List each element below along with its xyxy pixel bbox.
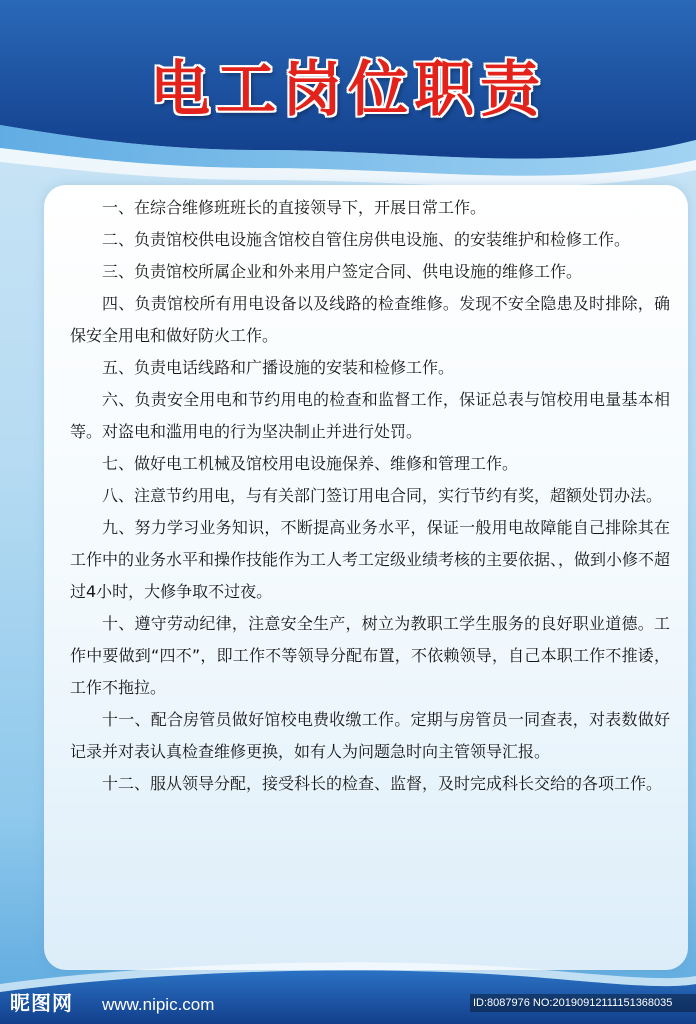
watermark-id: ID:8087976 NO:20190912111151368035 bbox=[470, 994, 696, 1012]
duty-item: 九、努力学习业务知识，不断提高业务水平，保证一般用电故障能自己排除其在工作中的业务水平和操作技能作为工人考工定级业绩考核的主要依据、，做到小修不超过4小时，大修争取不过夜。 bbox=[70, 518, 671, 601]
duty-item: 十二、服从领导分配，接受科长的检查、监督，及时完成科长交给的各项工作。 bbox=[102, 774, 663, 793]
page-title: 电工岗位职责 bbox=[150, 55, 546, 125]
duties-list bbox=[70, 192, 670, 800]
duty-item: 六、负责安全用电和节约用电的检查和监督工作，保证总表与馆校用电量基本相等。对盗电和滥用电的行为坚决制止并进行处罚。 bbox=[70, 390, 670, 441]
duty-item: 八、注意节约用电，与有关部门签订用电合同，实行节约有奖，超额处罚办法。 bbox=[102, 486, 663, 505]
duty-item: 三、负责馆校所属企业和外来用户签定合同、供电设施的维修工作。 bbox=[102, 262, 583, 281]
duty-item: 一、在综合维修班班长的直接领导下，开展日常工作。 bbox=[102, 198, 487, 217]
duty-item: 十、遵守劳动纪律，注意安全生产，树立为教职工学生服务的良好职业道德。工作中要做到“四不”，即工作不等领导分配布置，不依赖领导，自己本职工作不推诿，工作不拖拉。 bbox=[70, 614, 670, 697]
duty-item: 二、负责馆校供电设施含馆校自管住房供电设施、的安装维护和检修工作。 bbox=[102, 230, 631, 249]
duty-item: 五、负责电话线路和广播设施的安装和检修工作。 bbox=[102, 358, 455, 377]
duty-item: 七、做好电工机械及馆校用电设施保养、维修和管理工作。 bbox=[102, 454, 519, 473]
watermark-logo: 昵图网 bbox=[10, 991, 73, 1015]
watermark-url: www.nipic.com bbox=[102, 995, 215, 1014]
duty-item: 四、负责馆校所有用电设备以及线路的检查维修。发现不安全隐患及时排除，确保安全用电和做好防火工作。 bbox=[70, 294, 670, 345]
duty-item: 十一、配合房管员做好馆校电费收缴工作。定期与房管员一同查表，对表数做好记录并对表认真检查维修更换，如有人为问题急时向主管领导汇报。 bbox=[70, 710, 670, 761]
